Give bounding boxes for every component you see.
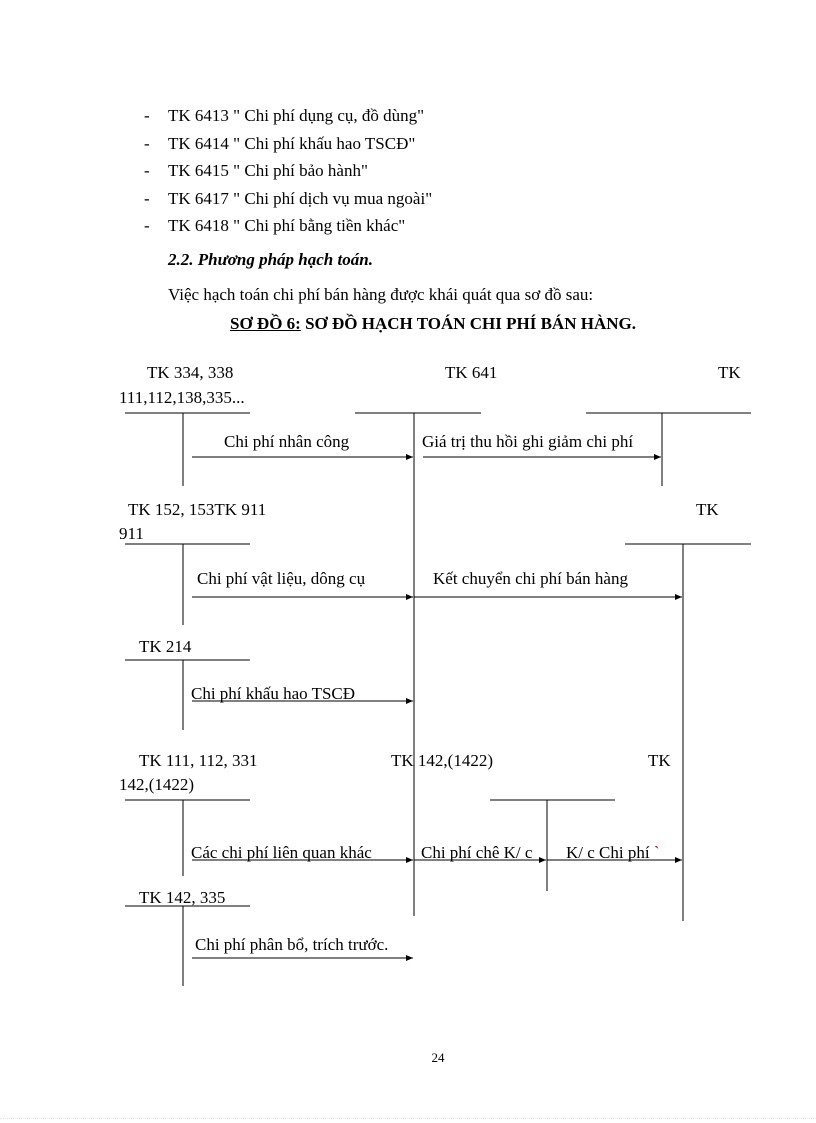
list-item: - TK 6414 " Chi phí khấu hao TSCĐ" [144,133,416,153]
flow-label: K/ c Chi phí ` [566,843,660,862]
flow-label: Chi phí vật liệu, dông cụ [197,569,366,588]
list-item: - TK 6415 " Chi phí bảo hành" [144,161,368,180]
account-label: TK 152, 153TK 911 [128,500,267,519]
account-label: 111,112,138,335... [119,388,245,407]
account-label: TK 641 [445,363,498,382]
account-label: TK 142,(1422) [391,751,493,770]
account-label: TK [648,751,671,770]
intro-paragraph: Việc hạch toán chi phí bán hàng được khái quát qua sơ đồ sau: [168,285,594,304]
account-label: 142,(1422) [119,775,195,794]
list-item: - TK 6417 " Chi phí dịch vụ mua ngoài" [144,188,433,208]
flow-label: Các chi phí liên quan khác [191,843,372,862]
page-number: 24 [431,1050,445,1065]
account-label: TK 334, 338 [147,363,234,382]
account-label: TK 214 [139,637,192,656]
section-heading: 2.2. Phương pháp hạch toán. [168,250,373,269]
account-label: 911 [119,524,144,543]
account-label: TK 111, 112, 331 [139,751,258,770]
list-item: - TK 6413 " Chi phí dụng cụ, đồ dùng" [144,106,425,125]
account-label: TK [718,363,741,382]
flow-label: Kết chuyển chi phí bán hàng [433,569,628,588]
account-label: TK 142, 335 [139,888,226,907]
flow-label: Chi phí khấu hao TSCĐ [191,684,356,703]
flow-label: Giá trị thu hồi ghi giảm chi phí [422,432,634,451]
diagram-title: SƠ ĐỒ 6: SƠ ĐỒ HẠCH TOÁN CHI PHÍ BÁN HÀNG. [229,314,636,333]
flow-label: Chi phí nhân công [224,432,350,451]
footer-divider [0,1118,816,1119]
list-item: - TK 6418 " Chi phí bằng tiền khác" [144,216,406,235]
flow-label: Chi phí chê K/ c [421,843,533,862]
account-label: TK [696,500,719,519]
flow-label: Chi phí phân bổ, trích trước. [195,935,389,954]
